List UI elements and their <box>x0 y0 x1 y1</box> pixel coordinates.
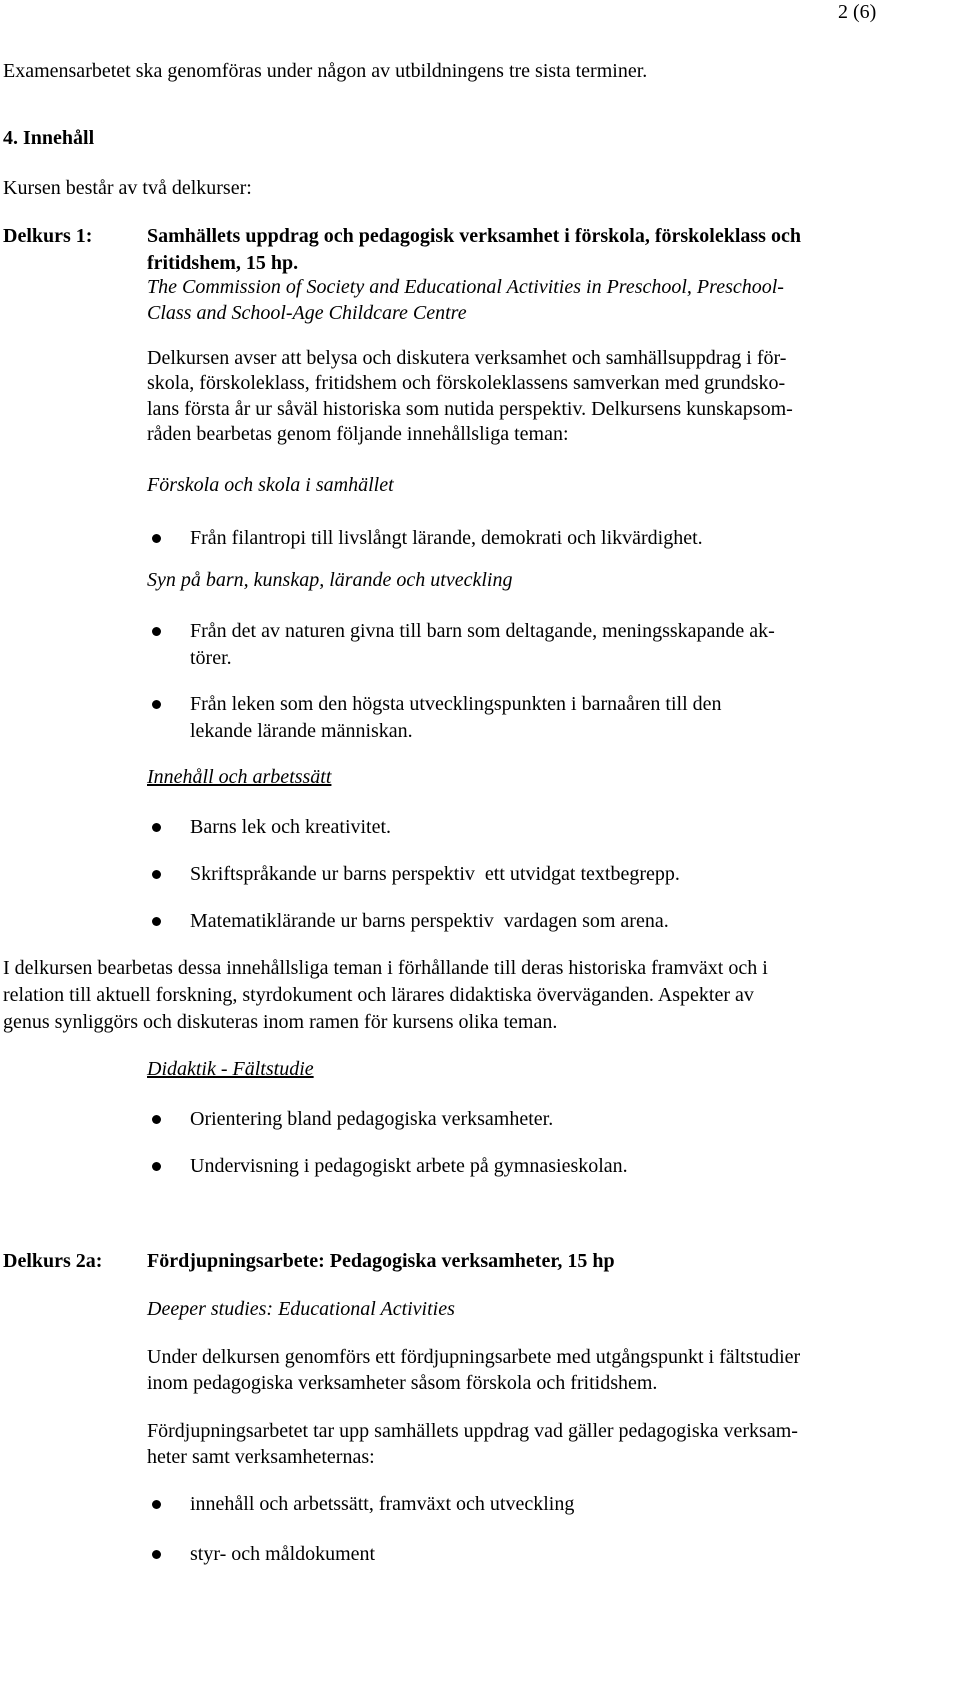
section-intro: Kursen består av två delkurser: <box>3 177 252 199</box>
bullet-text: Matematiklärande ur barns perspektiv vardagen som arena. <box>190 910 669 932</box>
delkurs2a-para1-line: Under delkursen genomförs ett fördjupningsarbete med utgångspunkt i fältstudier <box>147 1346 801 1368</box>
bullet-icon <box>152 917 161 926</box>
delkurs2a-bullet-item <box>190 1491 950 1518</box>
delkurs1-label: Delkurs 1: <box>3 225 93 247</box>
delkurs1-desc-line: råden bearbetas genom följande innehållsliga teman: <box>147 423 569 445</box>
delkurs2a-para2-line: Fördjupningsarbetet tar upp samhällets uppdrag vad gäller pedagogiska verksam- <box>147 1420 798 1442</box>
bullet-text: Barns lek och kreativitet. <box>190 816 392 838</box>
delkurs2a-bullet-item <box>190 1541 950 1568</box>
section-heading: 4. Innehåll <box>3 127 95 149</box>
bullet-text: innehåll och arbetssätt, framväxt och utveckling <box>190 1493 575 1515</box>
delkurs2a-title: Fördjupningsarbete: Pedagogiska verksamheter, 15 hp <box>147 1250 615 1272</box>
theme3-bullet-item <box>190 861 950 888</box>
delkurs2a-para1-line: inom pedagogiska verksamheter såsom förskola och fritidshem. <box>147 1372 658 1394</box>
bullet-icon <box>152 1162 161 1171</box>
bullet-icon <box>152 823 161 832</box>
delkurs2a-english: Deeper studies: Educational Activities <box>147 1298 455 1320</box>
theme-heading-didaktik: Didaktik - Fältstudie <box>147 1058 314 1080</box>
bullet-icon <box>152 870 161 879</box>
delkurs1-english-line1: The Commission of Society and Educational Activities in Preschool, Preschool- <box>147 276 784 298</box>
intro-text: Examensarbetet ska genomföras under någon av utbildningens tre sista terminer. <box>3 60 648 82</box>
theme2-bullet-item <box>190 618 950 672</box>
bullet-icon <box>152 627 161 636</box>
delkurs1-title-line1: Samhällets uppdrag och pedagogisk verksamhet i förskola, förskoleklass och <box>147 225 801 247</box>
delkurs1-english-line2: Class and School-Age Childcare Centre <box>147 302 467 324</box>
theme3-bullet-item <box>190 908 950 935</box>
bullet-text: styr- och måldokument <box>190 1543 376 1565</box>
theme-heading-innehall: Innehåll och arbetssätt <box>147 766 332 788</box>
bullet-icon <box>152 534 161 543</box>
summary-line: genus synliggörs och diskuteras inom ramen för kursens olika teman. <box>3 1011 558 1033</box>
delkurs1-desc-line: Delkursen avser att belysa och diskutera verksamhet och samhällsuppdrag i för- <box>147 347 787 369</box>
theme3-bullet-item <box>190 814 950 841</box>
theme4-bullet-item <box>190 1106 950 1133</box>
delkurs2a-para2-line: heter samt verksamheternas: <box>147 1446 375 1468</box>
bullet-text-line: törer. <box>190 647 232 669</box>
summary-line: I delkursen bearbetas dessa innehållsliga teman i förhållande till deras historiska framväxt och i <box>3 957 768 979</box>
theme-heading-forskola: Förskola och skola i samhället <box>147 474 394 496</box>
bullet-text: Skriftspråkande ur barns perspektiv ett utvidgat textbegrepp. <box>190 863 680 885</box>
theme4-bullet-item <box>190 1153 950 1180</box>
bullet-text: Undervisning i pedagogiskt arbete på gymnasieskolan. <box>190 1155 628 1177</box>
bullet-text: Från filantropi till livslångt lärande, demokrati och likvärdighet. <box>190 527 703 549</box>
bullet-icon <box>152 700 161 709</box>
theme1-bullet-item <box>190 525 950 552</box>
bullet-text-line: Från det av naturen givna till barn som deltagande, meningsskapande ak- <box>190 620 775 642</box>
delkurs2a-label: Delkurs 2a: <box>3 1250 103 1272</box>
theme-heading-syn-pa-barn: Syn på barn, kunskap, lärande och utveckling <box>147 569 513 591</box>
theme2-bullet-item <box>190 691 950 745</box>
bullet-icon <box>152 1115 161 1124</box>
delkurs1-desc-line: lans första år ur såväl historiska som nutida perspektiv. Delkursens kunskapsom- <box>147 398 793 420</box>
bullet-icon <box>152 1500 161 1509</box>
delkurs1-title-line2: fritidshem, 15 hp. <box>147 252 299 274</box>
bullet-text: Orientering bland pedagogiska verksamheter. <box>190 1108 554 1130</box>
delkurs1-desc-line: skola, förskoleklass, fritidshem och förskoleklassens samverkan med grundsko- <box>147 372 786 394</box>
page-number: 2 (6) <box>838 1 877 23</box>
bullet-text-line: lekande lärande människan. <box>190 720 413 742</box>
summary-line: relation till aktuell forskning, styrdokument och lärares didaktiska överväganden. Aspekter av <box>3 984 754 1006</box>
bullet-icon <box>152 1550 161 1559</box>
bullet-text-line: Från leken som den högsta utvecklingspunkten i barnaåren till den <box>190 693 722 715</box>
